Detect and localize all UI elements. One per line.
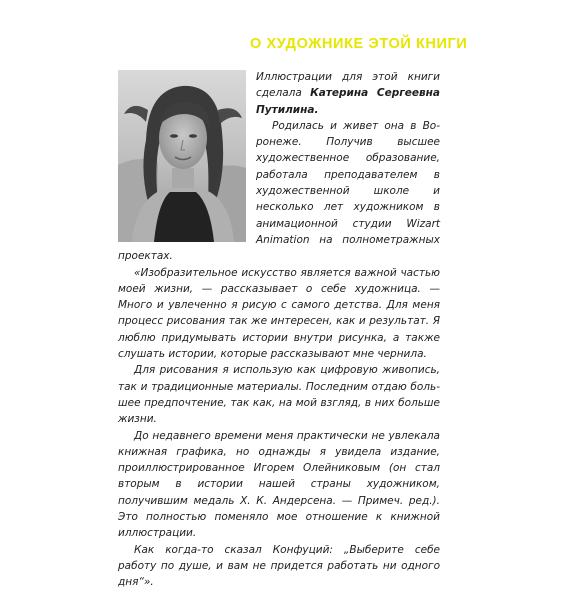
- bio-paragraph-6: Как когда-то сказал Конфуций: „Выберите себе работу по душе, и вам не придется работать ни одного дня“».: [118, 543, 440, 589]
- bio-paragraph-2: Родилась и живет она в Воронеже. Получив высшее художественное образование, работала преподавателем в художественной школе и несколько лет художником в анимационной студии Wizart Animation на полнометражных проектах.: [118, 119, 440, 263]
- bio-paragraph-4: Для рисования я использую как цифровую живопись, так и традиционные материалы. Последним отдаю большее предпочтение, так как, на мой взгляд, в них больше жизни.: [118, 364, 440, 426]
- bio-paragraph-5: До недавнего времени меня практически не увлекала книжная графика, но однажды я увидела издание, проиллюстрированное Игорем Олейниковым (он стал вторым в истории нашей страны художником, получившим медаль Х. К. Андерсена. — Примеч. ред.). Это полностью поменяло мое отношение к книжной иллюстрации.: [118, 429, 440, 540]
- artist-bio-text: [118, 69, 440, 591]
- artist-name: Катерина Сергеевна Путилина.: [256, 87, 440, 116]
- bio-paragraph-3: «Изобразительное искусство является важной частью моей жизни, — рассказывает о себе художница. — Много и увлеченно я рисую с самого детства. Для меня процесс рисования так же интересен, как и результат. Я люблю придумывать истории внутри рисунка, а также слушать истории, которые рассказывают мне чернила.: [118, 266, 440, 361]
- page-title: О ХУДОЖНИКЕ ЭТОЙ КНИГИ: [250, 36, 468, 52]
- bio-intro-text: Иллюстрации для этой книги сделала: [256, 71, 440, 100]
- photo-spacer: [118, 69, 256, 245]
